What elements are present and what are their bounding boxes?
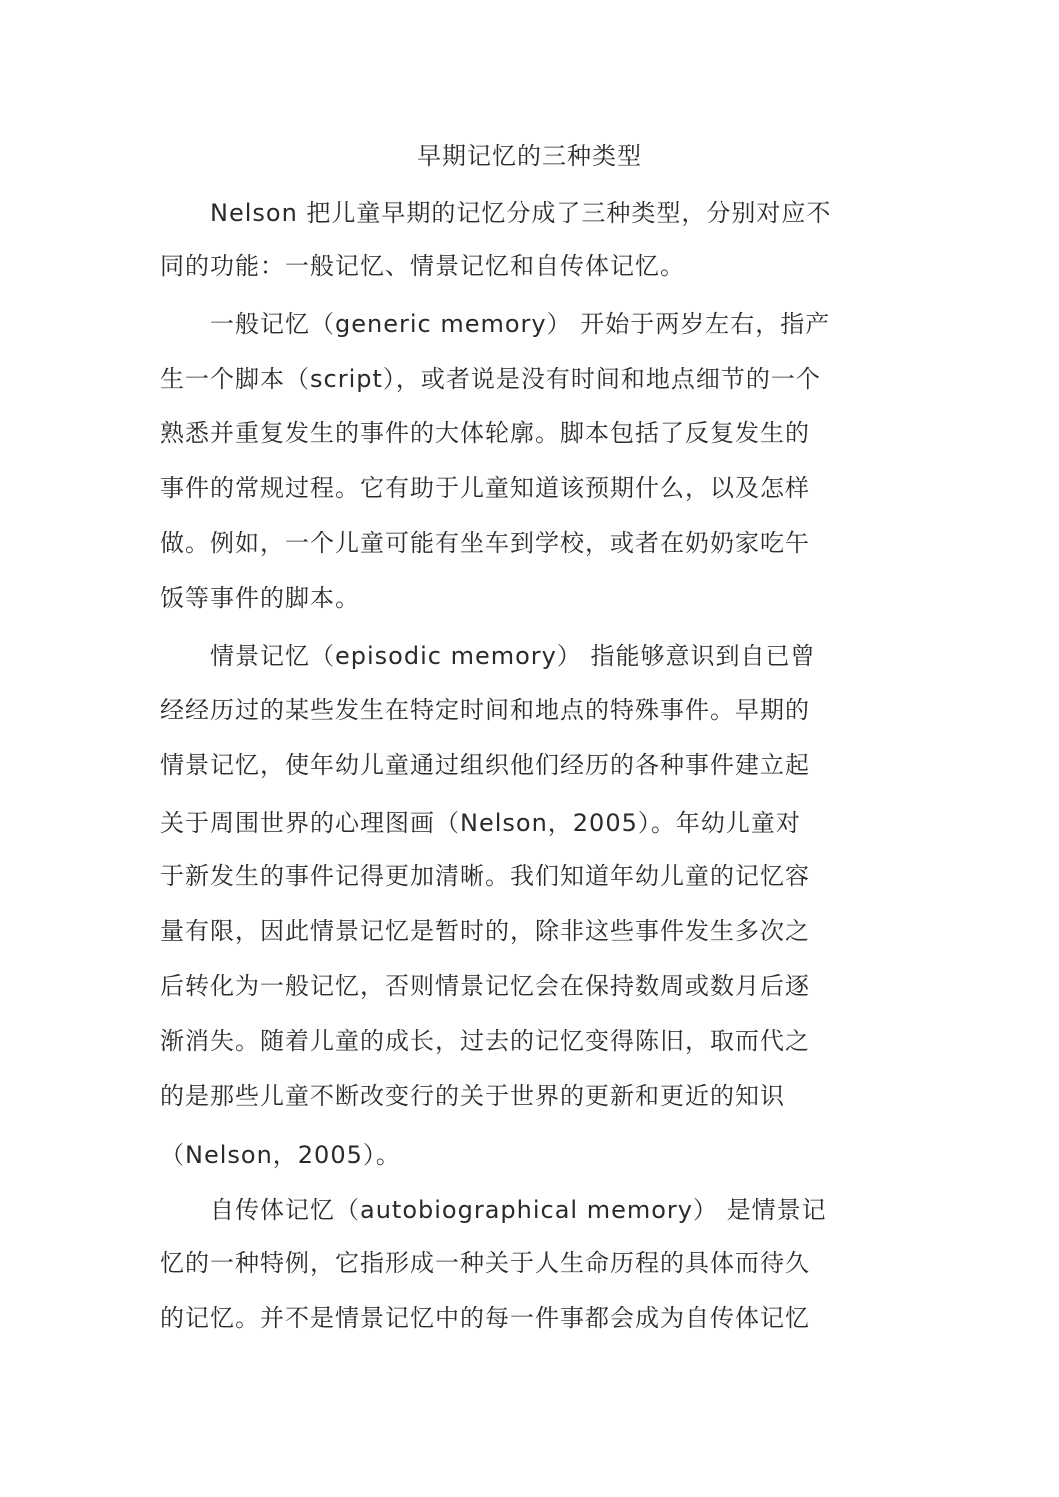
text-line: 同的功能：一般记忆、情景记忆和自传体记忆。 bbox=[160, 252, 685, 280]
text-line: 的记忆。并不是情景记忆中的每一件事都会成为自传体记忆 bbox=[160, 1304, 810, 1332]
text-line: 生一个脚本（script），或者说是没有时间和地点细节的一个 bbox=[160, 365, 821, 393]
text-line: 饭等事件的脚本。 bbox=[160, 584, 360, 612]
text-line: 情景记忆，使年幼儿童通过组织他们经历的各种事件建立起 bbox=[160, 751, 810, 779]
text-line: 忆的一种特例，它指形成一种关于人生命历程的具体而待久 bbox=[160, 1249, 810, 1277]
text-line: 熟悉并重复发生的事件的大体轮廓。脚本包括了反复发生的 bbox=[160, 419, 810, 447]
text-line: 做。例如，一个儿童可能有坐车到学校，或者在奶奶家吃午 bbox=[160, 529, 810, 557]
text-line: 的是那些儿童不断改变行的关于世界的更新和更近的知识 bbox=[160, 1082, 785, 1110]
text-line: 事件的常规过程。它有助于儿童知道该预期什么，以及怎样 bbox=[160, 474, 810, 502]
text-line: Nelson 把儿童早期的记忆分成了三种类型，分别对应不 bbox=[210, 199, 832, 227]
text-line: 渐消失。随着儿童的成长，过去的记忆变得陈旧，取而代之 bbox=[160, 1027, 810, 1055]
text-line: 经经历过的某些发生在特定时间和地点的特殊事件。早期的 bbox=[160, 696, 810, 724]
text-line: 量有限，因此情景记忆是暂时的，除非这些事件发生多次之 bbox=[160, 917, 810, 945]
text-line: 自传体记忆（autobiographical memory） 是情景记 bbox=[210, 1196, 827, 1224]
document-title: 早期记忆的三种类型 bbox=[417, 142, 642, 170]
text-line: 于新发生的事件记得更加清晰。我们知道年幼儿童的记忆容 bbox=[160, 862, 810, 890]
text-line: 后转化为一般记忆，否则情景记忆会在保持数周或数月后逐 bbox=[160, 972, 810, 1000]
text-line: 情景记忆（episodic memory） 指能够意识到自已曾 bbox=[210, 642, 816, 670]
text-line: 一般记忆（generic memory） 开始于两岁左右，指产 bbox=[210, 310, 831, 338]
text-line: （Nelson，2005）。 bbox=[160, 1141, 401, 1169]
text-line: 关于周围世界的心理图画（Nelson，2005）。年幼儿童对 bbox=[160, 809, 801, 837]
